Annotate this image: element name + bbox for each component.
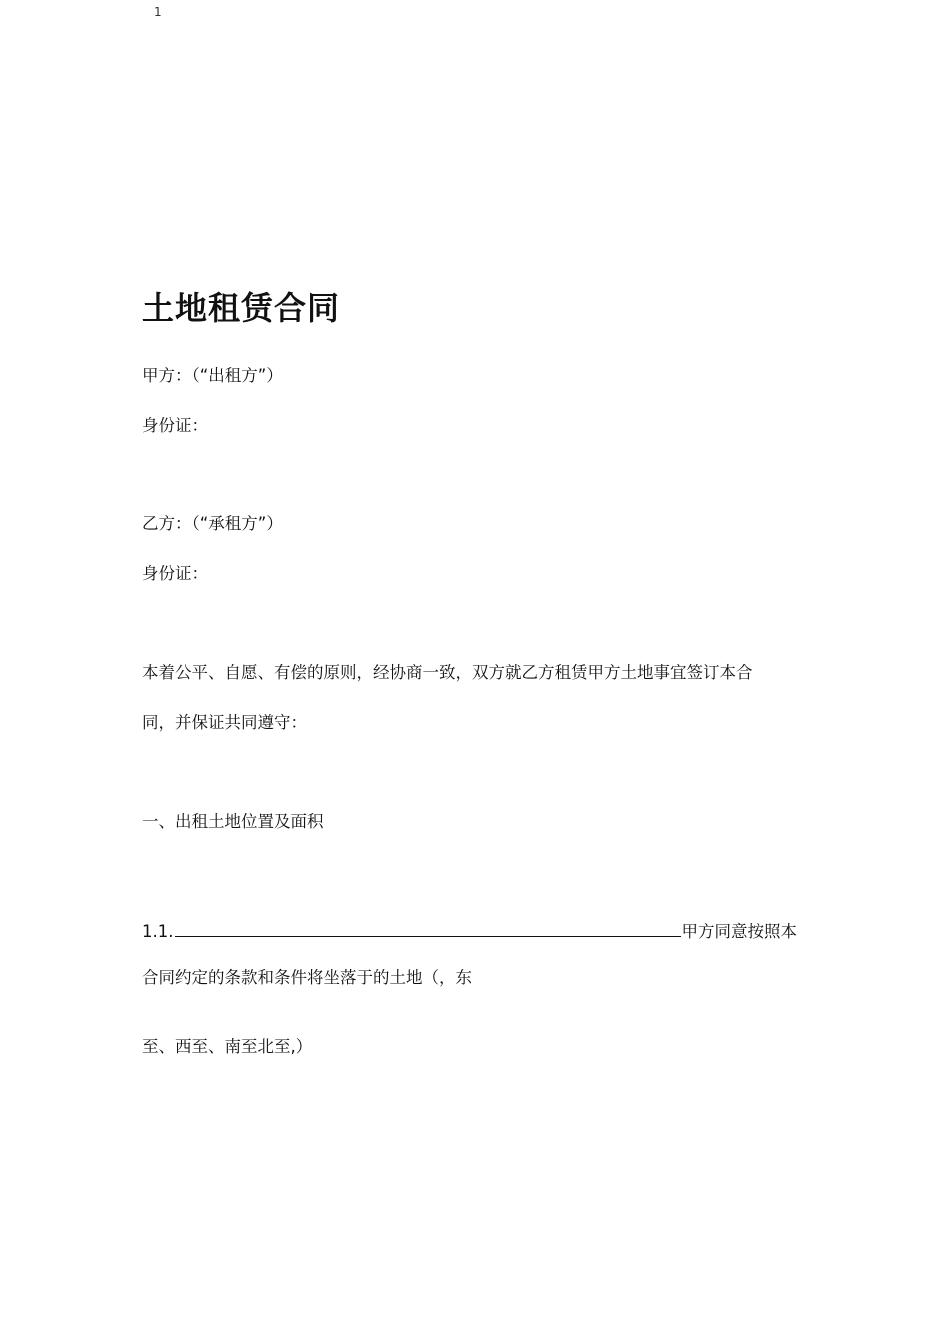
- fill-in-blank[interactable]: [175, 918, 681, 937]
- document-title: 土地租赁合同: [142, 289, 341, 327]
- party-b-id-label: 身份证：: [142, 564, 208, 583]
- section-1-heading: 一、出租土地位置及面积: [142, 812, 324, 831]
- party-a-id-label: 身份证：: [142, 416, 208, 435]
- preamble-line-2: 同，并保证共同遵守：: [142, 713, 307, 732]
- clause-1-1-line-3: 至、西至、南至北至,）: [142, 1037, 313, 1056]
- party-b-label: 乙方：（“承租方”）: [142, 514, 283, 533]
- clause-1-1-line-2: 合同约定的条款和条件将坐落于的土地（，东: [142, 968, 472, 987]
- clause-number: 1.1.: [142, 922, 174, 941]
- clause-1-1-line-1: [142, 918, 797, 944]
- page-number: 1: [154, 5, 162, 19]
- party-a-label: 甲方：（“出租方”）: [142, 366, 283, 385]
- preamble-line-1: 本着公平、自愿、有偿的原则，经协商一致，双方就乙方租赁甲方土地事宜签订本合: [142, 663, 753, 682]
- clause-1-1-text: 甲方同意按照本: [681, 922, 797, 941]
